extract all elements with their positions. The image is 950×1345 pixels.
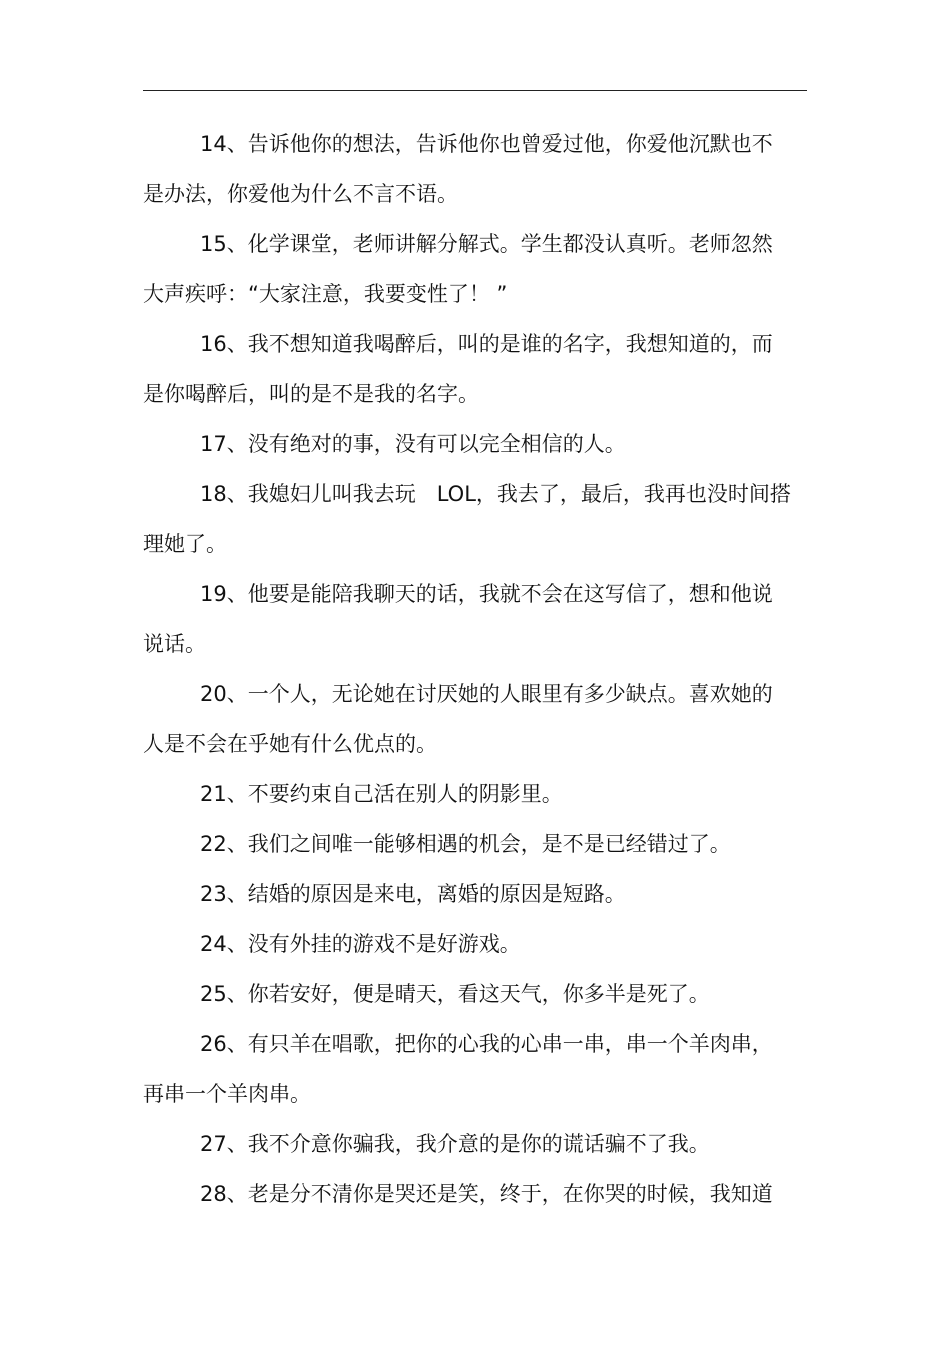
list-item	[143, 869, 783, 919]
item-line: 大声疾呼：“大家注意，我要变性了！ ”	[143, 282, 508, 306]
item-line: 是办法，你爱他为什么不言不语。	[143, 182, 458, 206]
item-line: 17、没有绝对的事，没有可以完全相信的人。	[200, 432, 626, 456]
list-item	[143, 669, 783, 769]
item-line: 25、你若安好，便是晴天，看这天气，你多半是死了。	[200, 982, 710, 1006]
item-line: 15、化学课堂，老师讲解分解式。学生都没认真听。老师忽然	[200, 232, 773, 256]
list-item	[143, 119, 783, 219]
item-line: 23、结婚的原因是来电，离婚的原因是短路。	[200, 882, 626, 906]
item-line: 16、我不想知道我喝醉后，叫的是谁的名字，我想知道的，而	[200, 332, 773, 356]
item-line: 27、我不介意你骗我，我介意的是你的谎话骗不了我。	[200, 1132, 710, 1156]
item-line: 理她了。	[143, 532, 227, 556]
header-rule	[143, 90, 807, 91]
item-line: 19、他要是能陪我聊天的话，我就不会在这写信了，想和他说	[200, 582, 773, 606]
item-line: 人是不会在乎她有什么优点的。	[143, 732, 437, 756]
item-line: 是你喝醉后，叫的是不是我的名字。	[143, 382, 479, 406]
list-item	[143, 969, 783, 1019]
list-item	[143, 769, 783, 819]
item-line: 再串一个羊肉串。	[143, 1082, 311, 1106]
item-line: 18、我媳妇儿叫我去玩 LOL，我去了，最后，我再也没时间搭	[200, 482, 791, 506]
item-line: 28、老是分不清你是哭还是笑，终于，在你哭的时候，我知道	[200, 1182, 773, 1206]
item-line: 24、没有外挂的游戏不是好游戏。	[200, 932, 521, 956]
list-item	[143, 919, 783, 969]
list-item	[143, 219, 783, 319]
list-item	[143, 419, 783, 469]
list-item	[143, 819, 783, 869]
item-line: 26、有只羊在唱歌，把你的心我的心串一串，串一个羊肉串，	[200, 1032, 773, 1056]
list-item	[143, 1019, 783, 1119]
list-item	[143, 319, 783, 419]
document-body	[143, 119, 791, 1219]
list-item	[143, 569, 783, 669]
list-item	[143, 469, 791, 569]
list-item	[143, 1169, 783, 1219]
item-line: 22、我们之间唯一能够相遇的机会，是不是已经错过了。	[200, 832, 731, 856]
item-line: 21、不要约束自己活在别人的阴影里。	[200, 782, 563, 806]
item-line: 说话。	[143, 632, 206, 656]
item-line: 14、告诉他你的想法，告诉他你也曾爱过他，你爱他沉默也不	[200, 132, 773, 156]
item-line: 20、一个人，无论她在讨厌她的人眼里有多少缺点。喜欢她的	[200, 682, 773, 706]
list-item	[143, 1119, 783, 1169]
